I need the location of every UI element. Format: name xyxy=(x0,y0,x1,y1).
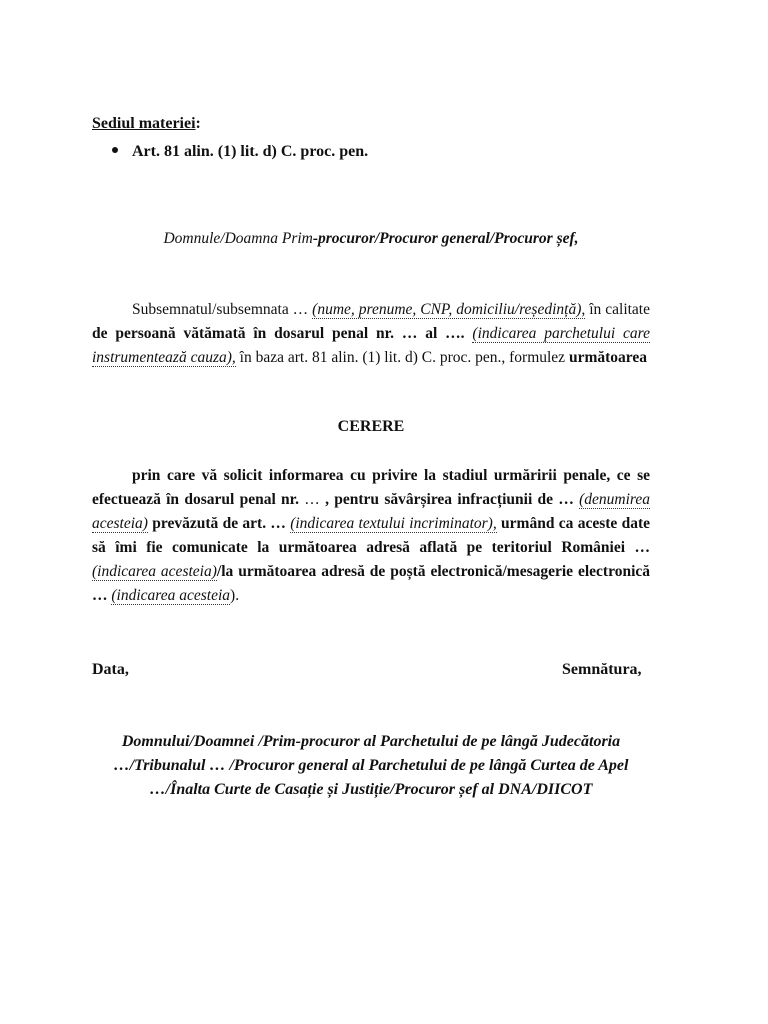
request-placeholder-offense: (denumirea acesteia) xyxy=(92,491,651,532)
request-placeholder-address: (indicarea acesteia) xyxy=(92,563,217,580)
addressee-line-1: Domnului/Doamnei /Prim-procuror al Parchetului de pe lângă Judecătoria xyxy=(121,733,621,750)
signature-label: Semnătura, xyxy=(562,661,642,678)
legal-basis-heading-label: Sediul materiei xyxy=(92,115,196,132)
request-bold-5: /la următoarea adresă de poștă electronică/mesagerie electronică … xyxy=(92,563,651,604)
intro-text-2: în calitate xyxy=(585,301,650,318)
request-paragraph xyxy=(92,464,650,608)
intro-bold-1: de persoană vătămată în dosarul penal nr. … al …. xyxy=(92,325,465,342)
intro-placeholder-identity: (nume, prenume, CNP, domiciliu/reședință), xyxy=(312,301,586,318)
request-text-1: … xyxy=(299,491,326,508)
intro-placeholder-prosecutor: (indicarea parchetului care instrumentează cauza), xyxy=(92,325,651,366)
request-bold-3: prevăzută de art. … xyxy=(147,515,291,532)
request-bold-4: urmând ca aceste date să îmi fie comunicate la următoarea adresă aflată pe teritoriul României … xyxy=(92,515,651,556)
addressee-line-2: …/Tribunalul … /Procuror general al Parchetului de pe lângă Curtea de Apel xyxy=(113,757,629,774)
date-label: Data, xyxy=(92,661,129,678)
salutation-part1: Domnule/Doamna Prim xyxy=(163,230,313,247)
request-placeholder-text: (indicarea textului incriminator), xyxy=(290,515,497,532)
legal-basis-heading xyxy=(92,115,201,133)
addressee-block xyxy=(82,730,660,802)
document-title: CERERE xyxy=(337,418,405,435)
intro-text-1: Subsemnatul/subsemnata … xyxy=(132,301,313,318)
intro-text-4: în baza art. 81 alin. (1) lit. d) C. proc. pen., formulez xyxy=(235,349,569,366)
salutation xyxy=(92,230,650,248)
request-bold-2: , pentru săvârșirea infracțiunii de … xyxy=(325,491,580,508)
intro-bold-2: următoarea xyxy=(568,349,648,366)
legal-basis-bullet xyxy=(112,143,368,161)
bullet-icon xyxy=(112,147,118,153)
legal-basis-bullet-text: Art. 81 alin. (1) lit. d) C. proc. pen. xyxy=(132,143,369,160)
salutation-part2: -procuror/Procuror general/Procuror șef, xyxy=(312,230,579,247)
request-placeholder-email: (indicarea acesteia xyxy=(111,587,231,604)
legal-basis-heading-colon: : xyxy=(195,115,201,132)
request-text-2: ). xyxy=(230,587,240,604)
request-bold-1: prin care vă solicit informarea cu privire la stadiul urmăririi penale, ce se efectuează în dosarul penal nr. xyxy=(92,467,650,508)
intro-paragraph xyxy=(92,298,650,370)
addressee-line-3: …/Înalta Curte de Casație și Justiție/Procuror șef al DNA/DIICOT xyxy=(149,781,593,798)
